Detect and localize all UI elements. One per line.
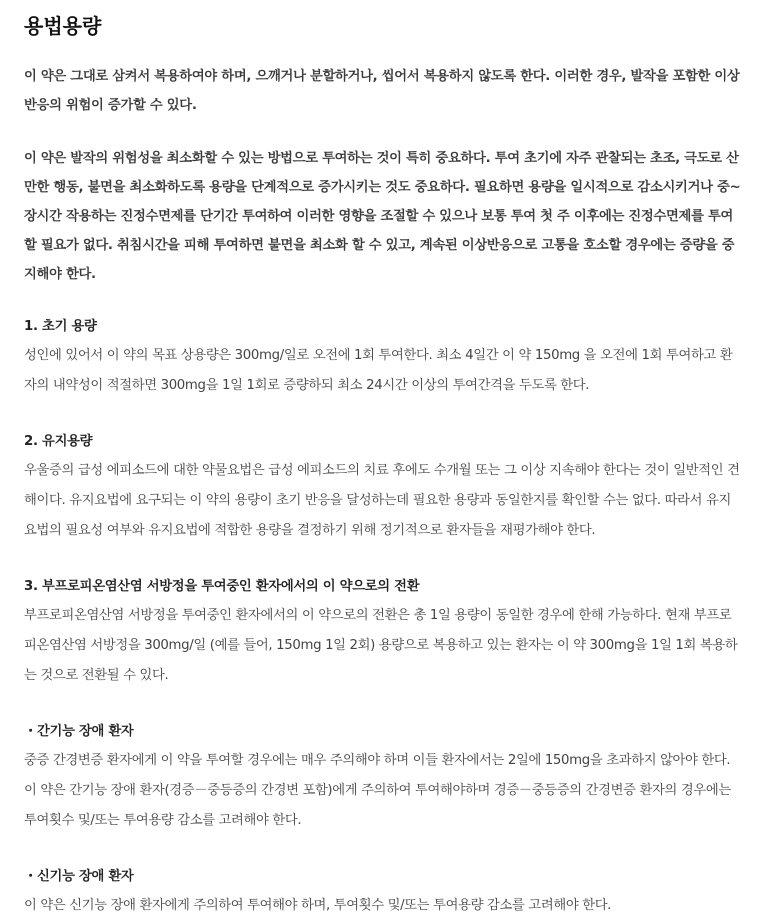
section-title: ・신기능 장애 환자 <box>24 869 134 884</box>
section-hepatic-impairment <box>24 717 741 836</box>
section-body: 중증 간경변증 환자에게 이 약을 투여할 경우에는 매우 주의해야 하며 이들 환자에서는 2일에 150mg을 초과하지 않아야 한다. 이 약은 간기능 장애 환자(경증－중등증의 간경변 포함)에게 주의하여 투여해야하며 경증－중등증의 간경변증 환자의 경우에는 투여횟수 및/또는 투여용량 감소를 고려해야 한다. <box>24 753 731 828</box>
section-body: 이 약은 신기능 장애 환자에게 주의하여 투여해야 하며, 투여횟수 및/또는 투여용량 감소를 고려해야 한다. <box>24 898 612 913</box>
section-body: 부프로피온염산염 서방정을 투여중인 환자에서의 이 약으로의 전환은 총 1일 용량이 동일한 경우에 한해 가능하다. 현재 부프로피온염산염 서방정을 300mg/일 (예를 들어, 150mg 1일 2회) 용량으로 복용하고 있는 환자는 이 약 300mg을 1일 1회 복용하는 것으로 전환될 수 있다. <box>24 608 738 683</box>
page-title: 용법용량 <box>24 14 102 38</box>
section-title: 3. 부프로피온염산염 서방정을 투여중인 환자에서의 이 약으로의 전환 <box>24 579 420 594</box>
section-initial-dose <box>24 312 741 401</box>
section-title: ・간기능 장애 환자 <box>24 724 134 739</box>
section-maintenance-dose <box>24 427 741 546</box>
section-body: 우울증의 급성 에피소드에 대한 약물요법은 급성 에피소드의 치료 후에도 수개월 또는 그 이상 지속해야 한다는 것이 일반적인 견해이다. 유지요법에 요구되는 이 약의 용량이 초기 반응을 달성하는데 필요한 용량과 동일한지를 확인할 수는 없다. 따라서 유지요법의 필요성 여부와 유지요법에 적합한 용량을 결정하기 위해 정기적으로 환자들을 재평가해야 한다. <box>24 463 740 538</box>
section-title: 1. 초기 용량 <box>24 319 97 334</box>
section-body: 성인에 있어서 이 약의 목표 상용량은 300mg/일로 오전에 1회 투여한다. 최소 4일간 이 약 150mg 을 오전에 1회 투여하고 환자의 내약성이 적절하면 300mg을 1일 1회로 증량하되 최소 24시간 이상의 투여간격을 두도록 한다. <box>24 348 733 393</box>
intro-paragraph-1: 이 약은 그대로 삼켜서 복용하여야 하며, 으깨거나 분할하거나, 씹어서 복용하지 않도록 한다. 이러한 경우, 발작을 포함한 이상반응의 위험이 증가할 수 있다. <box>24 69 740 113</box>
section-switching <box>24 572 741 691</box>
intro-paragraph-2: 이 약은 발작의 위험성을 최소화할 수 있는 방법으로 투여하는 것이 특히 중요하다. 투여 초기에 자주 관찰되는 초조, 극도로 산만한 행동, 불면을 최소화하도록 용량을 단계적으로 증가시키는 것도 중요하다. 필요하면 용량을 일시적으로 감소시키거나 중~장시간 작용하는 진정수면제를 단기간 투여하여 이러한 영향을 조절할 수 있으나 보통 투여 첫 주 이후에는 진정수면제를 투여할 필요가 없다. 취침시간을 피해 투여하면 불면을 최소화 할 수 있고, 계속된 이상반응으로 고통을 호소할 경우에는 증량을 중지해야 한다. <box>24 151 741 282</box>
section-title: 2. 유지용량 <box>24 434 93 449</box>
section-renal-impairment <box>24 862 741 921</box>
